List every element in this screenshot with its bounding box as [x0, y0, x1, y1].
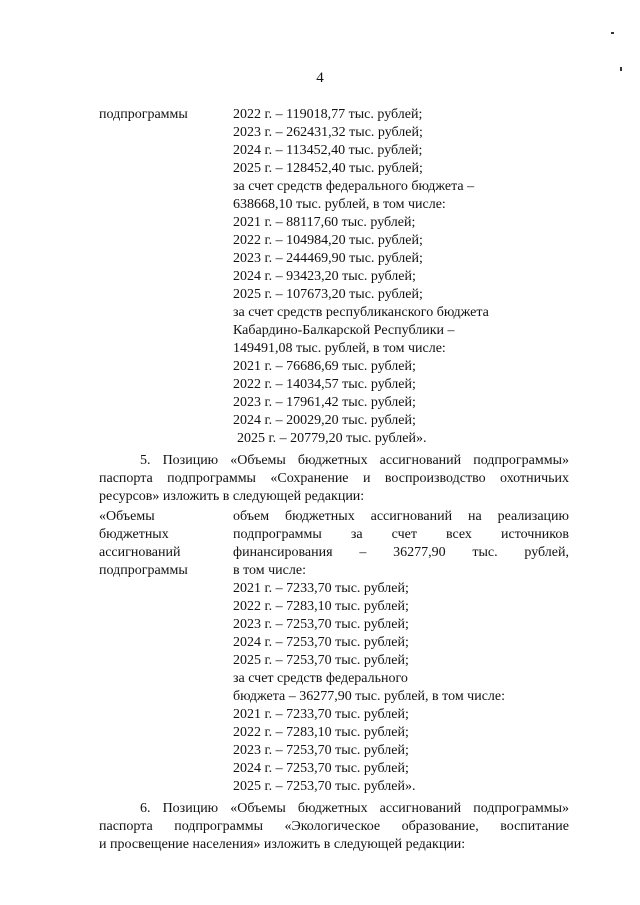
funding-line: за счет средств федерального бюджета – [233, 179, 475, 194]
funding-line: 2022 г. – 7283,10 тыс. рублей; [233, 725, 409, 740]
funding-line: 2023 г. – 17961,42 тыс. рублей; [233, 395, 416, 410]
funding-justified-line: объем бюджетных ассигнований на реализацию [233, 509, 569, 524]
funding-justified-line: подпрограммы за счет всех источников [233, 527, 569, 542]
paragraph-6-line: и просвещение населения» изложить в следующей редакции: [99, 837, 466, 852]
funding-line: 2023 г. – 7253,70 тыс. рублей; [233, 617, 409, 632]
funding-line: 638668,10 тыс. рублей, в том числе: [233, 197, 446, 212]
funding-line: 149491,08 тыс. рублей, в том числе: [233, 341, 446, 356]
funding-line: 2025 г. – 7253,70 тыс. рублей». [233, 779, 416, 794]
left-label: ассигнований [99, 545, 181, 560]
paragraph-5-line: ресурсов» изложить в следующей редакции: [99, 489, 365, 504]
funding-line: 2023 г. – 244469,90 тыс. рублей; [233, 251, 423, 266]
paragraph-5-line: 5. Позицию «Объемы бюджетных ассигнований подпрограммы» [140, 453, 569, 468]
funding-line: за счет средств федерального [233, 671, 408, 686]
funding-line: 2024 г. – 93423,20 тыс. рублей; [233, 269, 416, 284]
paragraph-6-line: паспорта подпрограммы «Экологическое образование, воспитание [99, 819, 569, 834]
scan-mark [611, 32, 614, 34]
funding-line: 2025 г. – 107673,20 тыс. рублей; [233, 287, 423, 302]
left-label-subprogram: подпрограммы [99, 107, 188, 122]
funding-line: 2024 г. – 7253,70 тыс. рублей; [233, 761, 409, 776]
funding-line: 2024 г. – 7253,70 тыс. рублей; [233, 635, 409, 650]
left-label: подпрограммы [99, 563, 188, 578]
funding-line: 2021 г. – 7233,70 тыс. рублей; [233, 581, 409, 596]
funding-line: 2022 г. – 104984,20 тыс. рублей; [233, 233, 423, 248]
paragraph-5-line: паспорта подпрограммы «Сохранение и воспроизводство охотничьих [99, 471, 569, 486]
funding-line: 2022 г. – 14034,57 тыс. рублей; [233, 377, 416, 392]
funding-line: 2024 г. – 20029,20 тыс. рублей; [233, 413, 416, 428]
funding-line: 2024 г. – 113452,40 тыс. рублей; [233, 143, 423, 158]
funding-line: 2023 г. – 262431,32 тыс. рублей; [233, 125, 423, 140]
funding-line: 2023 г. – 7253,70 тыс. рублей; [233, 743, 409, 758]
funding-line: в том числе: [233, 563, 306, 578]
funding-line: 2025 г. – 7253,70 тыс. рублей; [233, 653, 409, 668]
paragraph-6-line: 6. Позицию «Объемы бюджетных ассигнований подпрограммы» [140, 801, 569, 816]
funding-line: 2022 г. – 119018,77 тыс. рублей; [233, 107, 423, 122]
funding-line: 2021 г. – 7233,70 тыс. рублей; [233, 707, 409, 722]
funding-line: 2025 г. – 20779,20 тыс. рублей». [237, 431, 427, 446]
funding-line: 2025 г. – 128452,40 тыс. рублей; [233, 161, 423, 176]
funding-line: 2021 г. – 88117,60 тыс. рублей; [233, 215, 416, 230]
funding-line: 2021 г. – 76686,69 тыс. рублей; [233, 359, 416, 374]
funding-line: Кабардино-Балкарской Республики – [233, 323, 455, 338]
left-label: «Объемы [99, 509, 155, 524]
funding-line: 2022 г. – 7283,10 тыс. рублей; [233, 599, 409, 614]
funding-line: бюджета – 36277,90 тыс. рублей, в том числе: [233, 689, 506, 704]
funding-line: за счет средств республиканского бюджета [233, 305, 489, 320]
scan-mark [620, 67, 622, 71]
funding-justified-line: финансирования – 36277,90 тыс. рублей, [233, 545, 569, 560]
left-label: бюджетных [99, 527, 169, 542]
page-number: 4 [316, 70, 324, 86]
